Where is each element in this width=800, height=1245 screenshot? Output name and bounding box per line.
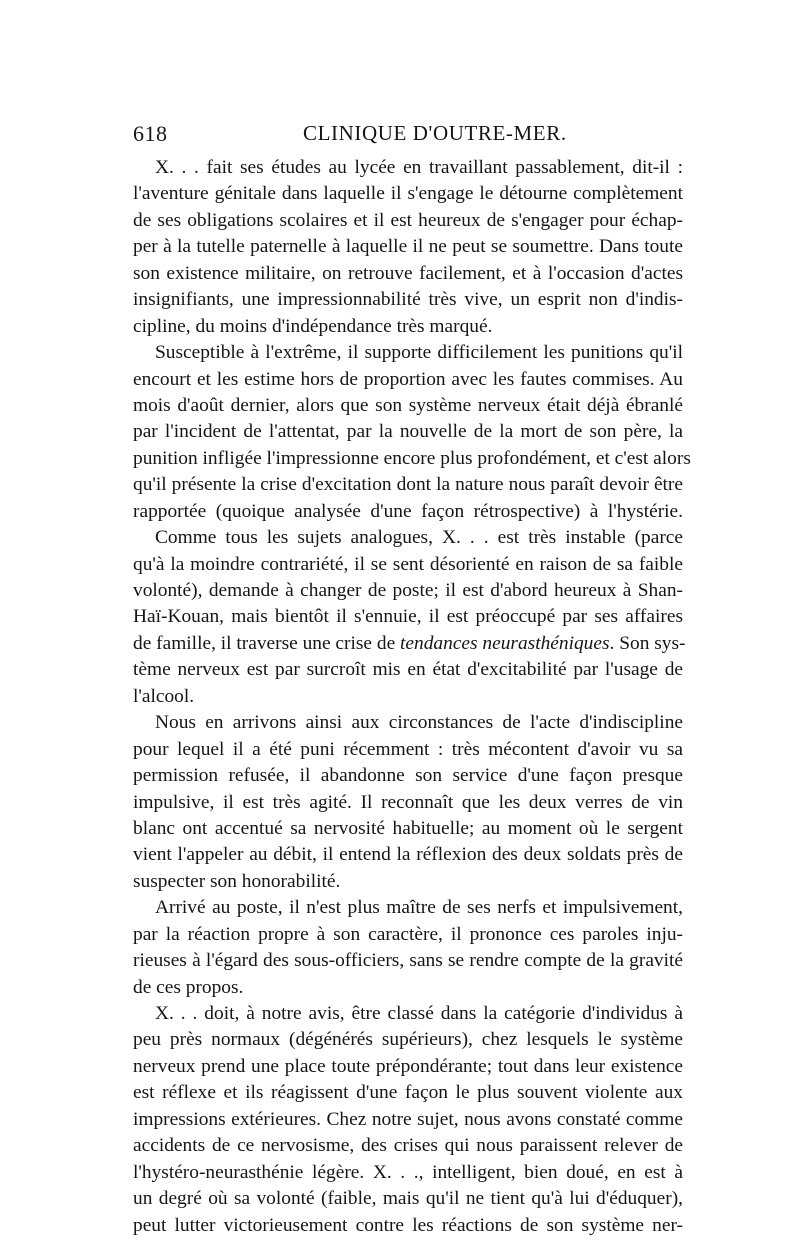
text-line: de ses obligations scolaires et il est heureux de s'engager pour échap- (133, 209, 683, 231)
text-line: son existence militaire, on retrouve facilement, et à l'occasion d'actes (133, 262, 683, 284)
text-line: Comme tous les sujets analogues, X. . . est très instable (parce (155, 527, 683, 549)
text-line: rieuses à l'égard des sous-officiers, sans se rendre compte de la gravité (133, 950, 683, 972)
text-line: punition infligée l'impressionne encore plus profondément, et c'est alors (133, 447, 691, 469)
text-line: tème nerveux est par surcroît mis en état d'excitabilité par l'usage de (133, 659, 683, 681)
text-line: impulsive, il est très agité. Il reconnaît que les deux verres de vin (133, 791, 683, 813)
text-run: . Son sys- (609, 632, 686, 654)
text-line: Susceptible à l'extrême, il supporte difficilement les punitions qu'il (155, 342, 683, 364)
text-line: insignifiants, une impressionnabilité très vive, un esprit non d'indis- (133, 289, 683, 311)
text-line: blanc ont accentué sa nervosité habituelle; au moment où le sergent (133, 817, 683, 839)
text-line: X. . . fait ses études au lycée en travaillant passablement, dit-il : (155, 157, 683, 178)
page-number: 618 (133, 121, 168, 146)
text-line: Haï-Kouan, mais bientôt il s'ennuie, il est préoccupé par ses affaires (133, 606, 683, 628)
text-line: per à la tutelle paternelle à laquelle il ne peut se soumettre. Dans toute (133, 236, 683, 258)
text-line: volonté), demande à changer de poste; il est d'abord heureux à Shan- (133, 580, 683, 601)
text-line: suspecter son honorabilité. (133, 870, 341, 892)
text-line: X. . . doit, à notre avis, être classé dans la catégorie d'individus à (155, 1003, 683, 1024)
text-line: qu'à la moindre contrariété, il se sent désorienté en raison de sa faible (133, 553, 683, 575)
text-line: par la réaction propre à son caractère, il prononce ces paroles inju- (133, 923, 683, 945)
running-title: CLINIQUE D'OUTRE-MER. (303, 121, 567, 145)
text-line: un degré où sa volonté (faible, mais qu'il ne tient qu'à lui d'éduquer), (133, 1188, 683, 1210)
text-line-with-italic (133, 631, 686, 657)
text-line: par l'incident de l'attentat, par la nouvelle de la mort de son père, la (133, 421, 683, 443)
italic-phrase: tendances neurasthéniques (400, 632, 610, 654)
running-head (133, 121, 683, 151)
text-line: vient l'appeler au débit, il entend la réflexion des deux soldats près de (133, 844, 683, 866)
text-line: qu'il présente la crise d'excitation dont la nature nous paraît devoir être (133, 474, 683, 496)
text-line: l'aventure génitale dans laquelle il s'engage le détourne complètement (133, 183, 683, 205)
text-line: Arrivé au poste, il n'est plus maître de ses nerfs et impulsivement, (155, 897, 683, 919)
text-line: l'hystéro-neurasthénie légère. X. . ., intelligent, bien doué, en est à (133, 1161, 683, 1183)
text-line: l'alcool. (133, 685, 195, 707)
text-line: rapportée (quoique analysée d'une façon rétrospective) à l'hystérie. (133, 500, 683, 522)
text-line: de ces propos. (133, 976, 244, 998)
body-text (133, 155, 691, 1239)
text-line: pour lequel il a été puni récemment : très mécontent d'avoir vu sa (133, 738, 683, 760)
text-line: cipline, du moins d'indépendance très marqué. (133, 315, 493, 337)
text-run: de famille, il traverse une crise de (133, 632, 401, 654)
text-line: accidents de ce nervosisme, des crises qui nous paraissent relever de (133, 1135, 683, 1157)
text-line: peut lutter victorieusement contre les réactions de son système ner- (133, 1214, 683, 1236)
text-line: nerveux prend une place toute prépondérante; tout dans leur existence (133, 1055, 683, 1077)
text-line: peu près normaux (dégénérés supérieurs), chez lesquels le système (133, 1029, 683, 1051)
text-line: impressions extérieures. Chez notre sujet, nous avons constaté comme (133, 1108, 683, 1130)
text-line: est réflexe et ils réagissent d'une façon le plus souvent violente aux (133, 1082, 683, 1104)
text-line: Nous en arrivons ainsi aux circonstances de l'acte d'indiscipline (155, 712, 683, 734)
text-line: permission refusée, il abandonne son service d'une façon presque (133, 765, 683, 787)
text-line: encourt et les estime hors de proportion avec les fautes commises. Au (133, 368, 683, 390)
text-line: mois d'août dernier, alors que son système nerveux était déjà ébranlé (133, 394, 683, 416)
